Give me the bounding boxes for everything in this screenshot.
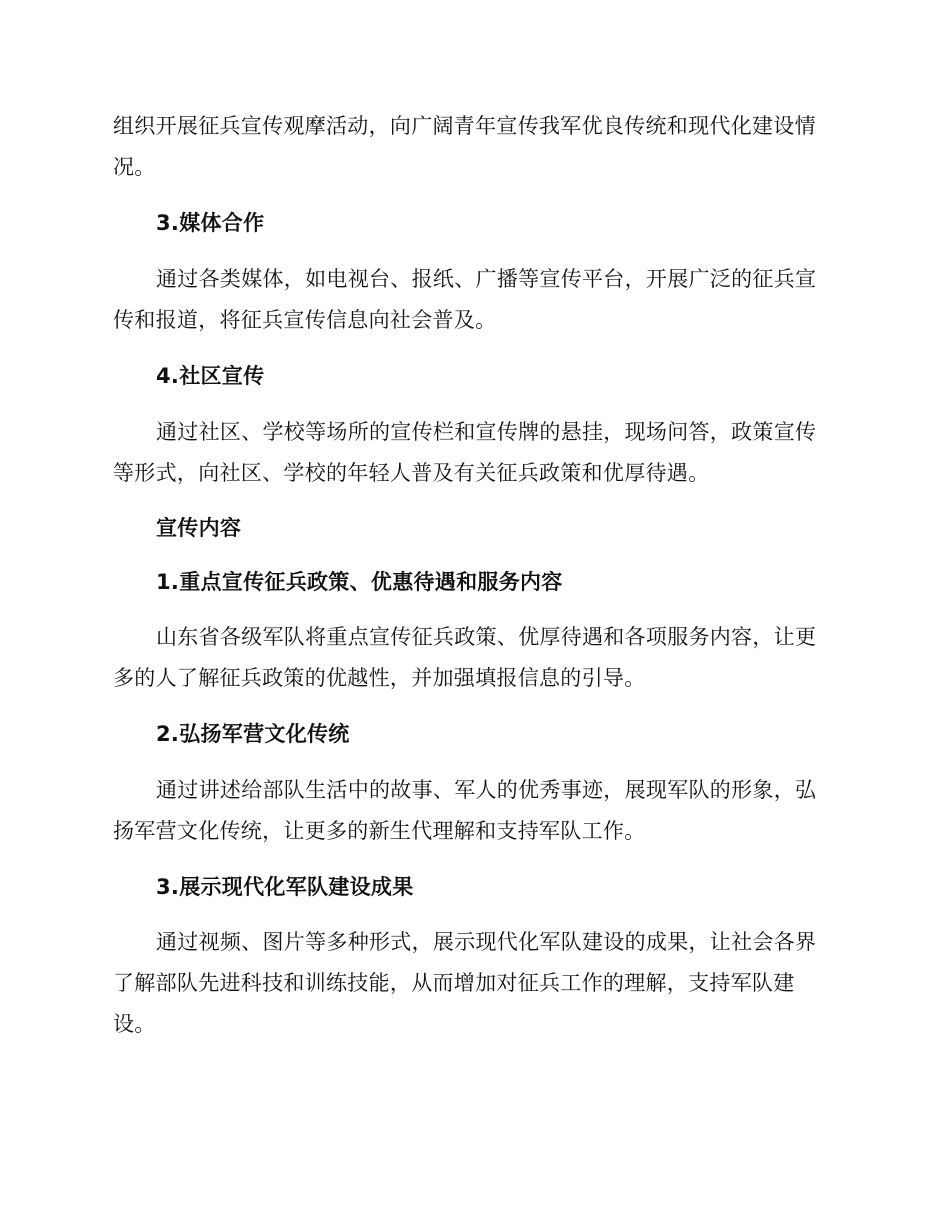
heading-media-cooperation: 3.媒体合作 — [156, 211, 265, 235]
heading-promotion-content: 宣传内容 — [156, 516, 242, 540]
heading-policy-focus: 1.重点宣传征兵政策、优惠待遇和服务内容 — [156, 570, 563, 594]
paragraph-policy-focus: 山东省各级军队将重点宣传征兵政策、优厚待遇和各项服务内容，让更多的人了解征兵政策的优越性，并加强填报信息的引导。 — [113, 625, 817, 690]
paragraph-media-cooperation: 通过各类媒体，如电视台、报纸、广播等宣传平台，开展广泛的征兵宣传和报道，将征兵宣传信息向社会普及。 — [113, 267, 817, 332]
paragraph-modernization-achievements: 通过视频、图片等多种形式，展示现代化军队建设的成果，让社会各界了解部队先进科技和训练技能，从而增加对征兵工作的理解，支持军队建设。 — [113, 930, 817, 1036]
heading-modernization-achievements: 3.展示现代化军队建设成果 — [156, 875, 414, 899]
heading-community-promotion: 4.社区宣传 — [156, 364, 265, 388]
heading-military-culture: 2.弘扬军营文化传统 — [156, 722, 350, 746]
paragraph-community-promotion: 通过社区、学校等场所的宣传栏和宣传牌的悬挂，现场问答，政策宣传等形式，向社区、学校的年轻人普及有关征兵政策和优厚待遇。 — [113, 420, 817, 485]
paragraph-military-culture: 通过讲述给部队生活中的故事、军人的优秀事迹，展现军队的形象，弘扬军营文化传统，让更多的新生代理解和支持军队工作。 — [113, 778, 817, 843]
paragraph-exhibition-activity: 组织开展征兵宣传观摩活动，向广阔青年宣传我军优良传统和现代化建设情况。 — [113, 114, 816, 179]
